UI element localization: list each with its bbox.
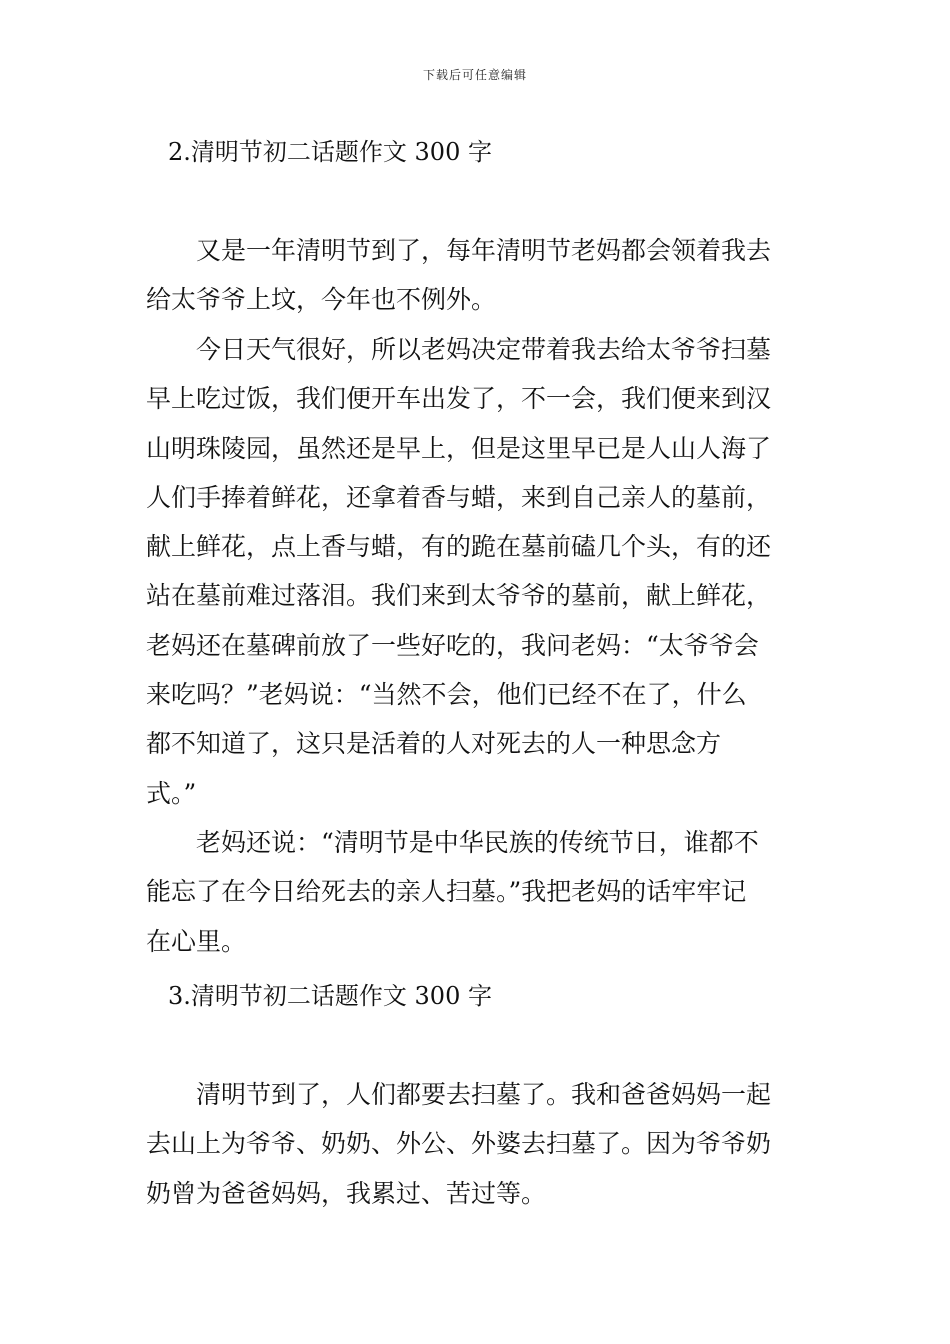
paragraph-2-3 — [146, 818, 806, 966]
paragraph-3-1 — [146, 1070, 806, 1218]
text-line: 给太爷爷上坟，今年也不例外。 — [146, 285, 497, 315]
text-line: 站在墓前难过落泪。我们来到太爷爷的墓前，献上鲜花， — [146, 581, 772, 611]
text-line: 奶曾为爸爸妈妈，我累过、苦过等。 — [146, 1178, 547, 1208]
text-line: 人们手捧着鲜花，还拿着香与蜡，来到自己亲人的墓前， — [146, 482, 772, 512]
text-line: 来吃吗？”老妈说：“当然不会，他们已经不在了，什么 — [146, 680, 747, 710]
text-line: 又是一年清明节到了，每年清明节老妈都会领着我去 — [196, 236, 772, 265]
text-line: 去山上为爷爷、奶奶、外公、外婆去扫墓了。因为爷爷奶 — [146, 1129, 772, 1159]
text-line: 早上吃过饭，我们便开车出发了，不一会，我们便来到汉 — [146, 384, 772, 414]
text-line: 献上鲜花，点上香与蜡，有的跪在墓前磕几个头，有的还 — [146, 532, 772, 562]
section-heading-2: 2.清明节初二话题作文 300 字 — [168, 138, 492, 166]
text-line: 老妈还说：“清明节是中华民族的传统节日，谁都不 — [196, 828, 759, 857]
text-line: 式。” — [146, 778, 197, 808]
text-line: 今日天气很好，所以老妈决定带着我去给太爷爷扫墓 — [196, 335, 772, 364]
text-line: 老妈还在墓碑前放了一些好吃的，我问老妈：“太爷爷会 — [146, 630, 759, 660]
paragraph-2-1 — [146, 226, 806, 325]
text-line: 在心里。 — [146, 926, 247, 956]
text-line: 能忘了在今日给死去的亲人扫墓。”我把老妈的话牢牢记 — [146, 877, 747, 907]
text-line: 山明珠陵园，虽然还是早上，但是这里早已是人山人海了 — [146, 433, 772, 463]
text-line: 都不知道了，这只是活着的人对死去的人一种思念方 — [146, 729, 722, 759]
paragraph-2-2 — [146, 325, 806, 818]
text-line: 清明节到了，人们都要去扫墓了。我和爸爸妈妈一起 — [196, 1080, 772, 1109]
section-heading-3: 3.清明节初二话题作文 300 字 — [168, 982, 492, 1010]
page-header-note: 下载后可任意编辑 — [422, 68, 527, 82]
